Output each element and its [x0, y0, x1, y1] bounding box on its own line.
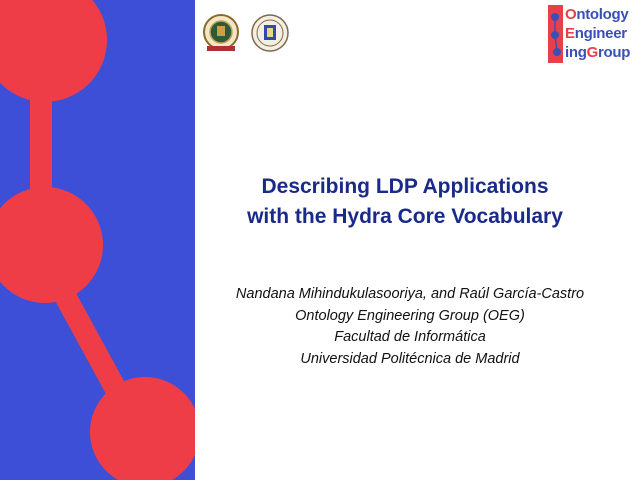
author-affiliation-block: [205, 284, 615, 370]
oeg-logo-mark: [548, 5, 563, 63]
slide-title: [210, 172, 600, 232]
university-name: Universidad Politécnica de Madrid: [300, 350, 520, 367]
oeg-logo-line-1: Ontology: [565, 6, 629, 23]
slide-title-line-1: Describing LDP Applications: [261, 175, 549, 198]
faculty-seal-logo: [250, 12, 290, 54]
network-graphic: [0, 0, 195, 480]
oeg-logo-line-2: Engineer: [565, 25, 627, 42]
oeg-logo-line-3: ingGroup: [565, 44, 631, 61]
author-names: Nandana Mihindukulasooriya, and Raúl García-Castro: [235, 286, 585, 302]
slide-title-line-2: with the Hydra Core Vocabulary: [247, 205, 563, 228]
decorative-network-panel: [0, 0, 195, 480]
university-crest-logo: [201, 12, 241, 54]
ontology-engineering-group-logo: [548, 5, 633, 63]
faculty-name: Facultad de Informática: [334, 329, 486, 345]
research-group: Ontology Engineering Group (OEG): [295, 307, 525, 324]
